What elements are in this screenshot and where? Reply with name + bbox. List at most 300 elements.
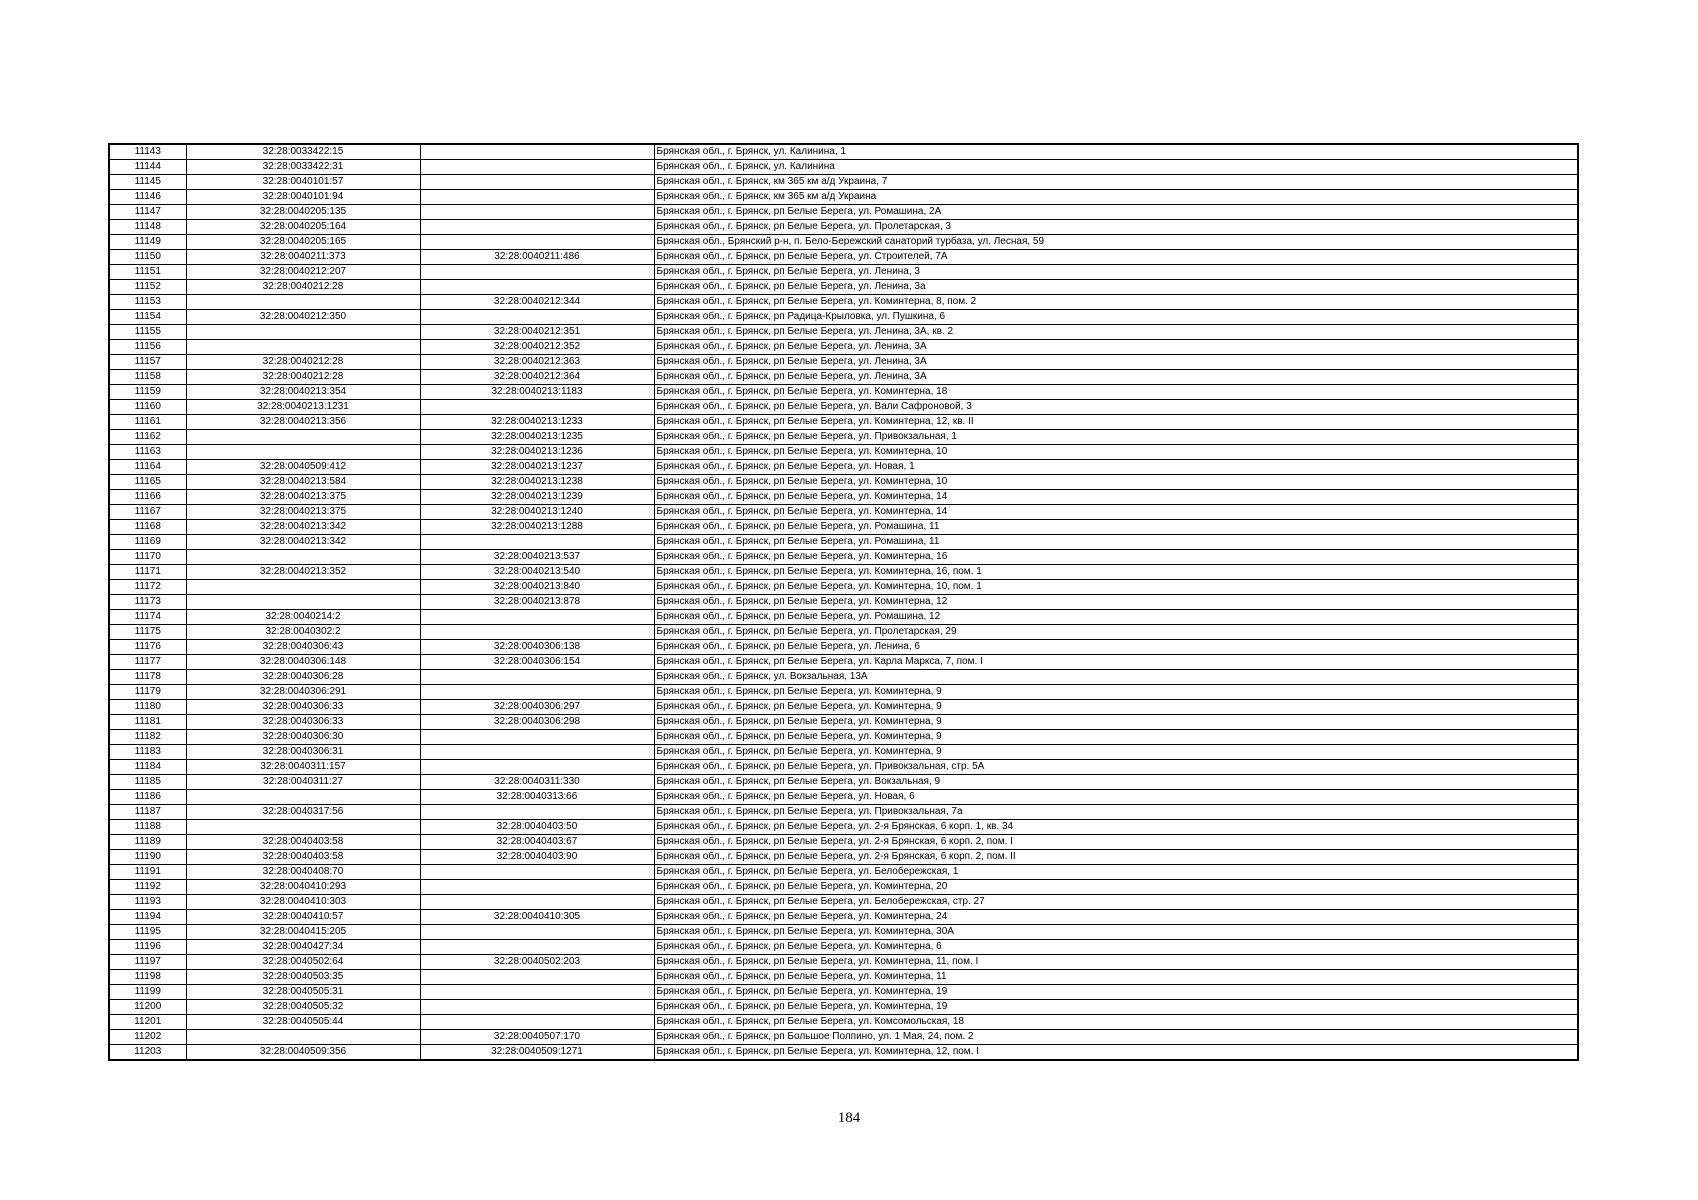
land-cadastral-number-cell: 32:28:0040311:27 bbox=[186, 775, 420, 790]
table-row bbox=[109, 610, 1578, 625]
address-cell: Брянская обл., г. Брянск, рп Белые Берега, ул. Коминтерна, 10 bbox=[654, 445, 1578, 460]
table-row bbox=[109, 835, 1578, 850]
row-number-cell: 11144 bbox=[109, 160, 186, 175]
row-number-cell: 11159 bbox=[109, 385, 186, 400]
building-cadastral-number-cell bbox=[420, 160, 654, 175]
table-row bbox=[109, 430, 1578, 445]
land-cadastral-number-cell: 32:28:0040503:35 bbox=[186, 970, 420, 985]
address-cell: Брянская обл., г. Брянск, рп Белые Берега, ул. Ленина, 3А, кв. 2 bbox=[654, 325, 1578, 340]
row-number-cell: 11184 bbox=[109, 760, 186, 775]
address-cell: Брянская обл., г. Брянск, рп Большое Полпино, ул. 1 Мая, 24, пом. 2 bbox=[654, 1030, 1578, 1045]
building-cadastral-number-cell bbox=[420, 685, 654, 700]
building-cadastral-number-cell bbox=[420, 940, 654, 955]
land-cadastral-number-cell: 32:28:0040306:31 bbox=[186, 745, 420, 760]
building-cadastral-number-cell bbox=[420, 400, 654, 415]
building-cadastral-number-cell: 32:28:0040311:330 bbox=[420, 775, 654, 790]
page-number: 184 bbox=[837, 1110, 861, 1126]
building-cadastral-number-cell bbox=[420, 265, 654, 280]
building-cadastral-number-cell: 32:28:0040509:1271 bbox=[420, 1045, 654, 1061]
land-cadastral-number-cell: 32:28:0040212:350 bbox=[186, 310, 420, 325]
table-row bbox=[109, 490, 1578, 505]
address-cell: Брянская обл., г. Брянск, рп Белые Берега, ул. Коминтерна, 9 bbox=[654, 730, 1578, 745]
land-cadastral-number-cell: 32:28:0033422:31 bbox=[186, 160, 420, 175]
address-cell: Брянская обл., г. Брянск, рп Белые Берега, ул. Коминтерна, 30А bbox=[654, 925, 1578, 940]
address-cell: Брянская обл., г. Брянск, рп Белые Берега, ул. Коминтерна, 8, пом. 2 bbox=[654, 295, 1578, 310]
row-number-cell: 11162 bbox=[109, 430, 186, 445]
land-cadastral-number-cell: 32:28:0040505:44 bbox=[186, 1015, 420, 1030]
address-cell: Брянская обл., г. Брянск, рп Белые Берега, ул. Коминтерна, 12, кв. II bbox=[654, 415, 1578, 430]
land-cadastral-number-cell: 32:28:0040306:28 bbox=[186, 670, 420, 685]
building-cadastral-number-cell: 32:28:0040213:1239 bbox=[420, 490, 654, 505]
land-cadastral-number-cell: 32:28:0040505:31 bbox=[186, 985, 420, 1000]
land-cadastral-number-cell: 32:28:0040306:33 bbox=[186, 715, 420, 730]
building-cadastral-number-cell bbox=[420, 310, 654, 325]
land-cadastral-number-cell: 32:28:0040302:2 bbox=[186, 625, 420, 640]
land-cadastral-number-cell: 32:28:0040213:375 bbox=[186, 505, 420, 520]
building-cadastral-number-cell: 32:28:0040306:154 bbox=[420, 655, 654, 670]
address-cell: Брянская обл., г. Брянск, рп Белые Берега, ул. Комсомольская, 18 bbox=[654, 1015, 1578, 1030]
building-cadastral-number-cell bbox=[420, 745, 654, 760]
table-row bbox=[109, 340, 1578, 355]
table-row bbox=[109, 175, 1578, 190]
land-cadastral-number-cell: 32:28:0040410:303 bbox=[186, 895, 420, 910]
row-number-cell: 11177 bbox=[109, 655, 186, 670]
table-row bbox=[109, 1000, 1578, 1015]
row-number-cell: 11195 bbox=[109, 925, 186, 940]
land-cadastral-number-cell: 32:28:0040306:33 bbox=[186, 700, 420, 715]
table-row bbox=[109, 550, 1578, 565]
row-number-cell: 11143 bbox=[109, 144, 186, 160]
table-row bbox=[109, 880, 1578, 895]
row-number-cell: 11178 bbox=[109, 670, 186, 685]
table-row bbox=[109, 205, 1578, 220]
building-cadastral-number-cell: 32:28:0040213:1235 bbox=[420, 430, 654, 445]
building-cadastral-number-cell: 32:28:0040213:1237 bbox=[420, 460, 654, 475]
row-number-cell: 11175 bbox=[109, 625, 186, 640]
land-cadastral-number-cell: 32:28:0040403:58 bbox=[186, 850, 420, 865]
table-row bbox=[109, 250, 1578, 265]
table-row bbox=[109, 760, 1578, 775]
row-number-cell: 11197 bbox=[109, 955, 186, 970]
row-number-cell: 11183 bbox=[109, 745, 186, 760]
address-cell: Брянская обл., г. Брянск, рп Белые Берега, ул. Коминтерна, 10 bbox=[654, 475, 1578, 490]
address-cell: Брянская обл., г. Брянск, рп Белые Берега, ул. Ленина, 3 bbox=[654, 265, 1578, 280]
land-cadastral-number-cell: 32:28:0040306:30 bbox=[186, 730, 420, 745]
table-row bbox=[109, 160, 1578, 175]
address-cell: Брянская обл., г. Брянск, рп Белые Берега, ул. Коминтерна, 16 bbox=[654, 550, 1578, 565]
address-cell: Брянская обл., г. Брянск, рп Белые Берега, ул. Коминтерна, 9 bbox=[654, 715, 1578, 730]
table-row bbox=[109, 985, 1578, 1000]
table-row bbox=[109, 775, 1578, 790]
table-row bbox=[109, 190, 1578, 205]
address-cell: Брянская обл., г. Брянск, рп Белые Берега, ул. Ленина, 3а bbox=[654, 280, 1578, 295]
land-cadastral-number-cell: 32:28:0040213:375 bbox=[186, 490, 420, 505]
table-row bbox=[109, 1045, 1578, 1061]
building-cadastral-number-cell: 32:28:0040403:50 bbox=[420, 820, 654, 835]
address-cell: Брянская обл., г. Брянск, рп Белые Берега, ул. Пролетарская, 29 bbox=[654, 625, 1578, 640]
table-row bbox=[109, 235, 1578, 250]
table-row bbox=[109, 865, 1578, 880]
table-row bbox=[109, 144, 1578, 160]
row-number-cell: 11179 bbox=[109, 685, 186, 700]
row-number-cell: 11180 bbox=[109, 700, 186, 715]
row-number-cell: 11149 bbox=[109, 235, 186, 250]
building-cadastral-number-cell: 32:28:0040213:1238 bbox=[420, 475, 654, 490]
row-number-cell: 11158 bbox=[109, 370, 186, 385]
table-row bbox=[109, 280, 1578, 295]
land-cadastral-number-cell: 32:28:0040410:57 bbox=[186, 910, 420, 925]
land-cadastral-number-cell: 32:28:0040415:205 bbox=[186, 925, 420, 940]
row-number-cell: 11181 bbox=[109, 715, 186, 730]
table-row bbox=[109, 820, 1578, 835]
land-cadastral-number-cell: 32:28:0040509:356 bbox=[186, 1045, 420, 1061]
land-cadastral-number-cell: 32:28:0040213:342 bbox=[186, 535, 420, 550]
table-row bbox=[109, 385, 1578, 400]
table-row bbox=[109, 595, 1578, 610]
table-row bbox=[109, 460, 1578, 475]
row-number-cell: 11151 bbox=[109, 265, 186, 280]
table-row bbox=[109, 445, 1578, 460]
registry-table-body bbox=[109, 144, 1578, 1060]
building-cadastral-number-cell bbox=[420, 175, 654, 190]
building-cadastral-number-cell: 32:28:0040213:1240 bbox=[420, 505, 654, 520]
land-cadastral-number-cell bbox=[186, 580, 420, 595]
address-cell: Брянская обл., г. Брянск, рп Белые Берега, ул. Ромашина, 11 bbox=[654, 535, 1578, 550]
building-cadastral-number-cell bbox=[420, 760, 654, 775]
building-cadastral-number-cell: 32:28:0040213:1288 bbox=[420, 520, 654, 535]
building-cadastral-number-cell: 32:28:0040213:1236 bbox=[420, 445, 654, 460]
row-number-cell: 11155 bbox=[109, 325, 186, 340]
address-cell: Брянская обл., г. Брянск, км 365 км а/д Украина bbox=[654, 190, 1578, 205]
address-cell: Брянская обл., г. Брянск, рп Белые Берега, ул. Привокзальная, 1 bbox=[654, 430, 1578, 445]
table-row bbox=[109, 1015, 1578, 1030]
building-cadastral-number-cell: 32:28:0040306:297 bbox=[420, 700, 654, 715]
table-row bbox=[109, 580, 1578, 595]
address-cell: Брянская обл., г. Брянск, ул. Калинина bbox=[654, 160, 1578, 175]
land-cadastral-number-cell bbox=[186, 430, 420, 445]
land-cadastral-number-cell: 32:28:0040205:135 bbox=[186, 205, 420, 220]
row-number-cell: 11146 bbox=[109, 190, 186, 205]
row-number-cell: 11167 bbox=[109, 505, 186, 520]
row-number-cell: 11186 bbox=[109, 790, 186, 805]
table-row bbox=[109, 895, 1578, 910]
row-number-cell: 11174 bbox=[109, 610, 186, 625]
address-cell: Брянская обл., г. Брянск, рп Белые Берега, ул. Новая, 1 bbox=[654, 460, 1578, 475]
building-cadastral-number-cell bbox=[420, 925, 654, 940]
address-cell: Брянская обл., г. Брянск, ул. Калинина, 1 bbox=[654, 144, 1578, 160]
building-cadastral-number-cell bbox=[420, 895, 654, 910]
table-row bbox=[109, 265, 1578, 280]
land-cadastral-number-cell: 32:28:0040306:43 bbox=[186, 640, 420, 655]
address-cell: Брянская обл., г. Брянск, рп Белые Берега, ул. Коминтерна, 6 bbox=[654, 940, 1578, 955]
address-cell: Брянская обл., г. Брянск, рп Белые Берега, ул. Пролетарская, 3 bbox=[654, 220, 1578, 235]
row-number-cell: 11173 bbox=[109, 595, 186, 610]
table-row bbox=[109, 625, 1578, 640]
address-cell: Брянская обл., г. Брянск, рп Белые Берега, ул. Коминтерна, 9 bbox=[654, 700, 1578, 715]
table-row bbox=[109, 970, 1578, 985]
address-cell: Брянская обл., г. Брянск, рп Белые Берега, ул. Ромашина, 2А bbox=[654, 205, 1578, 220]
table-row bbox=[109, 505, 1578, 520]
address-cell: Брянская обл., г. Брянск, рп Белые Берега, ул. Ромашина, 11 bbox=[654, 520, 1578, 535]
address-cell: Брянская обл., г. Брянск, рп Белые Берега, ул. Ленина, 6 bbox=[654, 640, 1578, 655]
address-cell: Брянская обл., г. Брянск, рп Белые Берега, ул. Строителей, 7А bbox=[654, 250, 1578, 265]
building-cadastral-number-cell bbox=[420, 610, 654, 625]
building-cadastral-number-cell bbox=[420, 970, 654, 985]
building-cadastral-number-cell: 32:28:0040212:364 bbox=[420, 370, 654, 385]
address-cell: Брянская обл., г. Брянск, рп Белые Берега, ул. Коминтерна, 12 bbox=[654, 595, 1578, 610]
building-cadastral-number-cell bbox=[420, 205, 654, 220]
building-cadastral-number-cell bbox=[420, 535, 654, 550]
row-number-cell: 11202 bbox=[109, 1030, 186, 1045]
row-number-cell: 11166 bbox=[109, 490, 186, 505]
land-cadastral-number-cell: 32:28:0040213:342 bbox=[186, 520, 420, 535]
land-cadastral-number-cell bbox=[186, 1030, 420, 1045]
address-cell: Брянская обл., г. Брянск, рп Белые Берега, ул. Ленина, 3А bbox=[654, 370, 1578, 385]
row-number-cell: 11191 bbox=[109, 865, 186, 880]
building-cadastral-number-cell: 32:28:0040212:352 bbox=[420, 340, 654, 355]
building-cadastral-number-cell: 32:28:0040211:486 bbox=[420, 250, 654, 265]
row-number-cell: 11171 bbox=[109, 565, 186, 580]
address-cell: Брянская обл., г. Брянск, рп Белые Берега, ул. Коминтерна, 9 bbox=[654, 745, 1578, 760]
row-number-cell: 11188 bbox=[109, 820, 186, 835]
land-cadastral-number-cell bbox=[186, 295, 420, 310]
table-row bbox=[109, 295, 1578, 310]
row-number-cell: 11165 bbox=[109, 475, 186, 490]
land-cadastral-number-cell bbox=[186, 445, 420, 460]
table-row bbox=[109, 310, 1578, 325]
land-cadastral-number-cell: 32:28:0040101:94 bbox=[186, 190, 420, 205]
table-row bbox=[109, 535, 1578, 550]
building-cadastral-number-cell: 32:28:0040213:878 bbox=[420, 595, 654, 610]
row-number-cell: 11152 bbox=[109, 280, 186, 295]
building-cadastral-number-cell: 32:28:0040213:1183 bbox=[420, 385, 654, 400]
land-cadastral-number-cell: 32:28:0040205:164 bbox=[186, 220, 420, 235]
table-row bbox=[109, 370, 1578, 385]
land-cadastral-number-cell: 32:28:0040214:2 bbox=[186, 610, 420, 625]
address-cell: Брянская обл., г. Брянск, рп Белые Берега, ул. 2-я Брянская, 6 корп. 2, пом. I bbox=[654, 835, 1578, 850]
building-cadastral-number-cell: 32:28:0040213:1233 bbox=[420, 415, 654, 430]
table-row bbox=[109, 415, 1578, 430]
building-cadastral-number-cell: 32:28:0040213:537 bbox=[420, 550, 654, 565]
row-number-cell: 11168 bbox=[109, 520, 186, 535]
address-cell: Брянская обл., г. Брянск, рп Белые Берега, ул. Коминтерна, 14 bbox=[654, 490, 1578, 505]
address-cell: Брянская обл., г. Брянск, рп Белые Берега, ул. Вали Сафроновой, 3 bbox=[654, 400, 1578, 415]
building-cadastral-number-cell: 32:28:0040502:203 bbox=[420, 955, 654, 970]
address-cell: Брянская обл., г. Брянск, рп Белые Берега, ул. Вокзальная, 9 bbox=[654, 775, 1578, 790]
land-cadastral-number-cell: 32:28:0040212:28 bbox=[186, 280, 420, 295]
table-row bbox=[109, 940, 1578, 955]
land-cadastral-number-cell: 32:28:0033422:15 bbox=[186, 144, 420, 160]
building-cadastral-number-cell bbox=[420, 730, 654, 745]
table-row bbox=[109, 520, 1578, 535]
row-number-cell: 11163 bbox=[109, 445, 186, 460]
table-row bbox=[109, 565, 1578, 580]
land-cadastral-number-cell: 32:28:0040306:291 bbox=[186, 685, 420, 700]
building-cadastral-number-cell bbox=[420, 625, 654, 640]
building-cadastral-number-cell bbox=[420, 144, 654, 160]
building-cadastral-number-cell bbox=[420, 1015, 654, 1030]
address-cell: Брянская обл., г. Брянск, рп Белые Берега, ул. Коминтерна, 16, пом. 1 bbox=[654, 565, 1578, 580]
address-cell: Брянская обл., г. Брянск, рп Белые Берега, ул. Коминтерна, 18 bbox=[654, 385, 1578, 400]
building-cadastral-number-cell bbox=[420, 1000, 654, 1015]
table-row bbox=[109, 925, 1578, 940]
row-number-cell: 11160 bbox=[109, 400, 186, 415]
address-cell: Брянская обл., г. Брянск, рп Белые Берега, ул. Коминтерна, 11 bbox=[654, 970, 1578, 985]
building-cadastral-number-cell: 32:28:0040410:305 bbox=[420, 910, 654, 925]
row-number-cell: 11154 bbox=[109, 310, 186, 325]
table-row bbox=[109, 910, 1578, 925]
building-cadastral-number-cell bbox=[420, 280, 654, 295]
land-cadastral-number-cell: 32:28:0040213:352 bbox=[186, 565, 420, 580]
row-number-cell: 11147 bbox=[109, 205, 186, 220]
address-cell: Брянская обл., г. Брянск, рп Белые Берега, ул. 2-я Брянская, 6 корп. 1, кв. 34 bbox=[654, 820, 1578, 835]
building-cadastral-number-cell bbox=[420, 985, 654, 1000]
row-number-cell: 11145 bbox=[109, 175, 186, 190]
row-number-cell: 11192 bbox=[109, 880, 186, 895]
address-cell: Брянская обл., г. Брянск, рп Белые Берега, ул. Коминтерна, 20 bbox=[654, 880, 1578, 895]
row-number-cell: 11164 bbox=[109, 460, 186, 475]
table-row bbox=[109, 730, 1578, 745]
land-cadastral-number-cell: 32:28:0040212:28 bbox=[186, 370, 420, 385]
row-number-cell: 11190 bbox=[109, 850, 186, 865]
address-cell: Брянская обл., г. Брянск, рп Белые Берега, ул. Коминтерна, 11, пом. I bbox=[654, 955, 1578, 970]
row-number-cell: 11189 bbox=[109, 835, 186, 850]
building-cadastral-number-cell: 32:28:0040213:540 bbox=[420, 565, 654, 580]
address-cell: Брянская обл., г. Брянск, км 365 км а/д Украина, 7 bbox=[654, 175, 1578, 190]
row-number-cell: 11194 bbox=[109, 910, 186, 925]
building-cadastral-number-cell bbox=[420, 865, 654, 880]
table-row bbox=[109, 400, 1578, 415]
address-cell: Брянская обл., г. Брянск, рп Белые Берега, ул. Коминтерна, 24 bbox=[654, 910, 1578, 925]
land-cadastral-number-cell bbox=[186, 325, 420, 340]
row-number-cell: 11196 bbox=[109, 940, 186, 955]
land-cadastral-number-cell: 32:28:0040101:57 bbox=[186, 175, 420, 190]
row-number-cell: 11157 bbox=[109, 355, 186, 370]
land-cadastral-number-cell: 32:28:0040205:165 bbox=[186, 235, 420, 250]
building-cadastral-number-cell: 32:28:0040313:66 bbox=[420, 790, 654, 805]
table-row bbox=[109, 955, 1578, 970]
address-cell: Брянская обл., г. Брянск, рп Белые Берега, ул. Ленина, 3А bbox=[654, 355, 1578, 370]
address-cell: Брянская обл., г. Брянск, рп Белые Берега, ул. Привокзальная, 7а bbox=[654, 805, 1578, 820]
address-cell: Брянская обл., г. Брянск, рп Белые Берега, ул. Коминтерна, 19 bbox=[654, 985, 1578, 1000]
property-registry-table bbox=[108, 143, 1579, 1061]
table-row bbox=[109, 685, 1578, 700]
land-cadastral-number-cell: 32:28:0040505:32 bbox=[186, 1000, 420, 1015]
address-cell: Брянская обл., г. Брянск, рп Белые Берега, ул. Ленина, 3А bbox=[654, 340, 1578, 355]
building-cadastral-number-cell: 32:28:0040306:298 bbox=[420, 715, 654, 730]
row-number-cell: 11203 bbox=[109, 1045, 186, 1061]
land-cadastral-number-cell: 32:28:0040306:148 bbox=[186, 655, 420, 670]
table-row bbox=[109, 1030, 1578, 1045]
row-number-cell: 11200 bbox=[109, 1000, 186, 1015]
address-cell: Брянская обл., г. Брянск, рп Белые Берега, ул. Коминтерна, 12, пом. I bbox=[654, 1045, 1578, 1061]
row-number-cell: 11170 bbox=[109, 550, 186, 565]
row-number-cell: 11150 bbox=[109, 250, 186, 265]
land-cadastral-number-cell: 32:28:0040213:356 bbox=[186, 415, 420, 430]
address-cell: Брянская обл., г. Брянск, рп Белые Берега, ул. Белобережская, 1 bbox=[654, 865, 1578, 880]
land-cadastral-number-cell bbox=[186, 595, 420, 610]
land-cadastral-number-cell: 32:28:0040212:28 bbox=[186, 355, 420, 370]
building-cadastral-number-cell: 32:28:0040403:90 bbox=[420, 850, 654, 865]
row-number-cell: 11201 bbox=[109, 1015, 186, 1030]
row-number-cell: 11193 bbox=[109, 895, 186, 910]
row-number-cell: 11161 bbox=[109, 415, 186, 430]
table-row bbox=[109, 355, 1578, 370]
land-cadastral-number-cell: 32:28:0040403:58 bbox=[186, 835, 420, 850]
row-number-cell: 11199 bbox=[109, 985, 186, 1000]
address-cell: Брянская обл., г. Брянск, рп Белые Берега, ул. Коминтерна, 10, пом. 1 bbox=[654, 580, 1578, 595]
land-cadastral-number-cell: 32:28:0040213:1231 bbox=[186, 400, 420, 415]
address-cell: Брянская обл., г. Брянск, рп Белые Берега, ул. Карла Маркса, 7, пом. I bbox=[654, 655, 1578, 670]
building-cadastral-number-cell: 32:28:0040213:840 bbox=[420, 580, 654, 595]
row-number-cell: 11169 bbox=[109, 535, 186, 550]
land-cadastral-number-cell: 32:28:0040317:56 bbox=[186, 805, 420, 820]
address-cell: Брянская обл., г. Брянск, рп Белые Берега, ул. Коминтерна, 9 bbox=[654, 685, 1578, 700]
table-row bbox=[109, 805, 1578, 820]
building-cadastral-number-cell: 32:28:0040212:363 bbox=[420, 355, 654, 370]
land-cadastral-number-cell bbox=[186, 340, 420, 355]
address-cell: Брянская обл., г. Брянск, рп Белые Берега, ул. 2-я Брянская, 6 корп. 2, пом. II bbox=[654, 850, 1578, 865]
address-cell: Брянская обл., Брянский р-н, п. Бело-Бережский санаторий турбаза, ул. Лесная, 59 bbox=[654, 235, 1578, 250]
table-row bbox=[109, 220, 1578, 235]
table-row bbox=[109, 670, 1578, 685]
land-cadastral-number-cell bbox=[186, 550, 420, 565]
address-cell: Брянская обл., г. Брянск, рп Белые Берега, ул. Привокзальная, стр. 5А bbox=[654, 760, 1578, 775]
address-cell: Брянская обл., г. Брянск, рп Белые Берега, ул. Ромашина, 12 bbox=[654, 610, 1578, 625]
land-cadastral-number-cell: 32:28:0040410:293 bbox=[186, 880, 420, 895]
building-cadastral-number-cell bbox=[420, 880, 654, 895]
building-cadastral-number-cell: 32:28:0040507:170 bbox=[420, 1030, 654, 1045]
land-cadastral-number-cell: 32:28:0040212:207 bbox=[186, 265, 420, 280]
building-cadastral-number-cell bbox=[420, 670, 654, 685]
row-number-cell: 11182 bbox=[109, 730, 186, 745]
land-cadastral-number-cell: 32:28:0040311:157 bbox=[186, 760, 420, 775]
building-cadastral-number-cell bbox=[420, 235, 654, 250]
table-row bbox=[109, 655, 1578, 670]
land-cadastral-number-cell: 32:28:0040213:584 bbox=[186, 475, 420, 490]
land-cadastral-number-cell: 32:28:0040211:373 bbox=[186, 250, 420, 265]
building-cadastral-number-cell bbox=[420, 805, 654, 820]
row-number-cell: 11148 bbox=[109, 220, 186, 235]
table-row bbox=[109, 700, 1578, 715]
table-row bbox=[109, 475, 1578, 490]
building-cadastral-number-cell: 32:28:0040306:138 bbox=[420, 640, 654, 655]
row-number-cell: 11153 bbox=[109, 295, 186, 310]
land-cadastral-number-cell: 32:28:0040427:34 bbox=[186, 940, 420, 955]
row-number-cell: 11156 bbox=[109, 340, 186, 355]
table-row bbox=[109, 715, 1578, 730]
row-number-cell: 11185 bbox=[109, 775, 186, 790]
table-row bbox=[109, 640, 1578, 655]
land-cadastral-number-cell bbox=[186, 820, 420, 835]
land-cadastral-number-cell: 32:28:0040408:70 bbox=[186, 865, 420, 880]
table-row bbox=[109, 745, 1578, 760]
land-cadastral-number-cell bbox=[186, 790, 420, 805]
address-cell: Брянская обл., г. Брянск, рп Белые Берега, ул. Коминтерна, 19 bbox=[654, 1000, 1578, 1015]
address-cell: Брянская обл., г. Брянск, рп Белые Берега, ул. Коминтерна, 14 bbox=[654, 505, 1578, 520]
row-number-cell: 11187 bbox=[109, 805, 186, 820]
building-cadastral-number-cell bbox=[420, 220, 654, 235]
address-cell: Брянская обл., г. Брянск, рп Белые Берега, ул. Белобережская, стр. 27 bbox=[654, 895, 1578, 910]
building-cadastral-number-cell: 32:28:0040403:67 bbox=[420, 835, 654, 850]
building-cadastral-number-cell: 32:28:0040212:351 bbox=[420, 325, 654, 340]
land-cadastral-number-cell: 32:28:0040509:412 bbox=[186, 460, 420, 475]
table-row bbox=[109, 850, 1578, 865]
land-cadastral-number-cell: 32:28:0040213:354 bbox=[186, 385, 420, 400]
address-cell: Брянская обл., г. Брянск, рп Белые Берега, ул. Новая, 6 bbox=[654, 790, 1578, 805]
row-number-cell: 11172 bbox=[109, 580, 186, 595]
address-cell: Брянская обл., г. Брянск, ул. Вокзальная, 13А bbox=[654, 670, 1578, 685]
